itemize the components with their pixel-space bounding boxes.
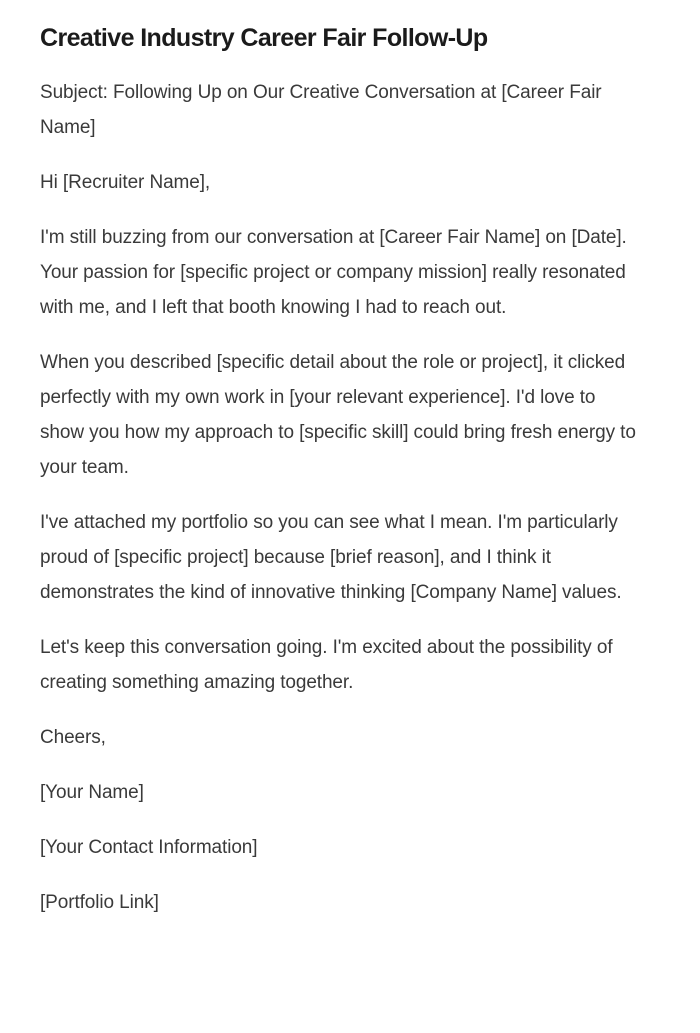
subject-line: Subject: Following Up on Our Creative Conversation at [Career Fair Name] [40,82,602,138]
paragraph-portfolio: I've attached my portfolio so you can see what I mean. I'm particularly proud of [specific project] because [brief reason], and I think it demonstrates the kind of innovative thinking [Company Name] values. [40,512,622,603]
paragraph-closing: Let's keep this conversation going. I'm excited about the possibility of creating something amazing together. [40,637,613,693]
paragraph-opening: I'm still buzzing from our conversation at [Career Fair Name] on [Date]. Your passion for [specific project or company mission] really resonated with me, and I left that booth knowing I had to reach out. [40,227,627,318]
signature-name: [Your Name] [40,782,144,803]
page-title: Creative Industry Career Fair Follow-Up [40,24,488,52]
signature-portfolio-link: [Portfolio Link] [40,892,159,913]
greeting-line: Hi [Recruiter Name], [40,172,211,193]
signature-contact: [Your Contact Information] [40,837,258,858]
paragraph-role-fit: When you described [specific detail about the role or project], it clicked perfectly with my own work in [your relevant experience]. I'd love to show you how my approach to [specific skill] could bring fresh energy to your team. [40,352,636,478]
signoff-line: Cheers, [40,727,106,748]
